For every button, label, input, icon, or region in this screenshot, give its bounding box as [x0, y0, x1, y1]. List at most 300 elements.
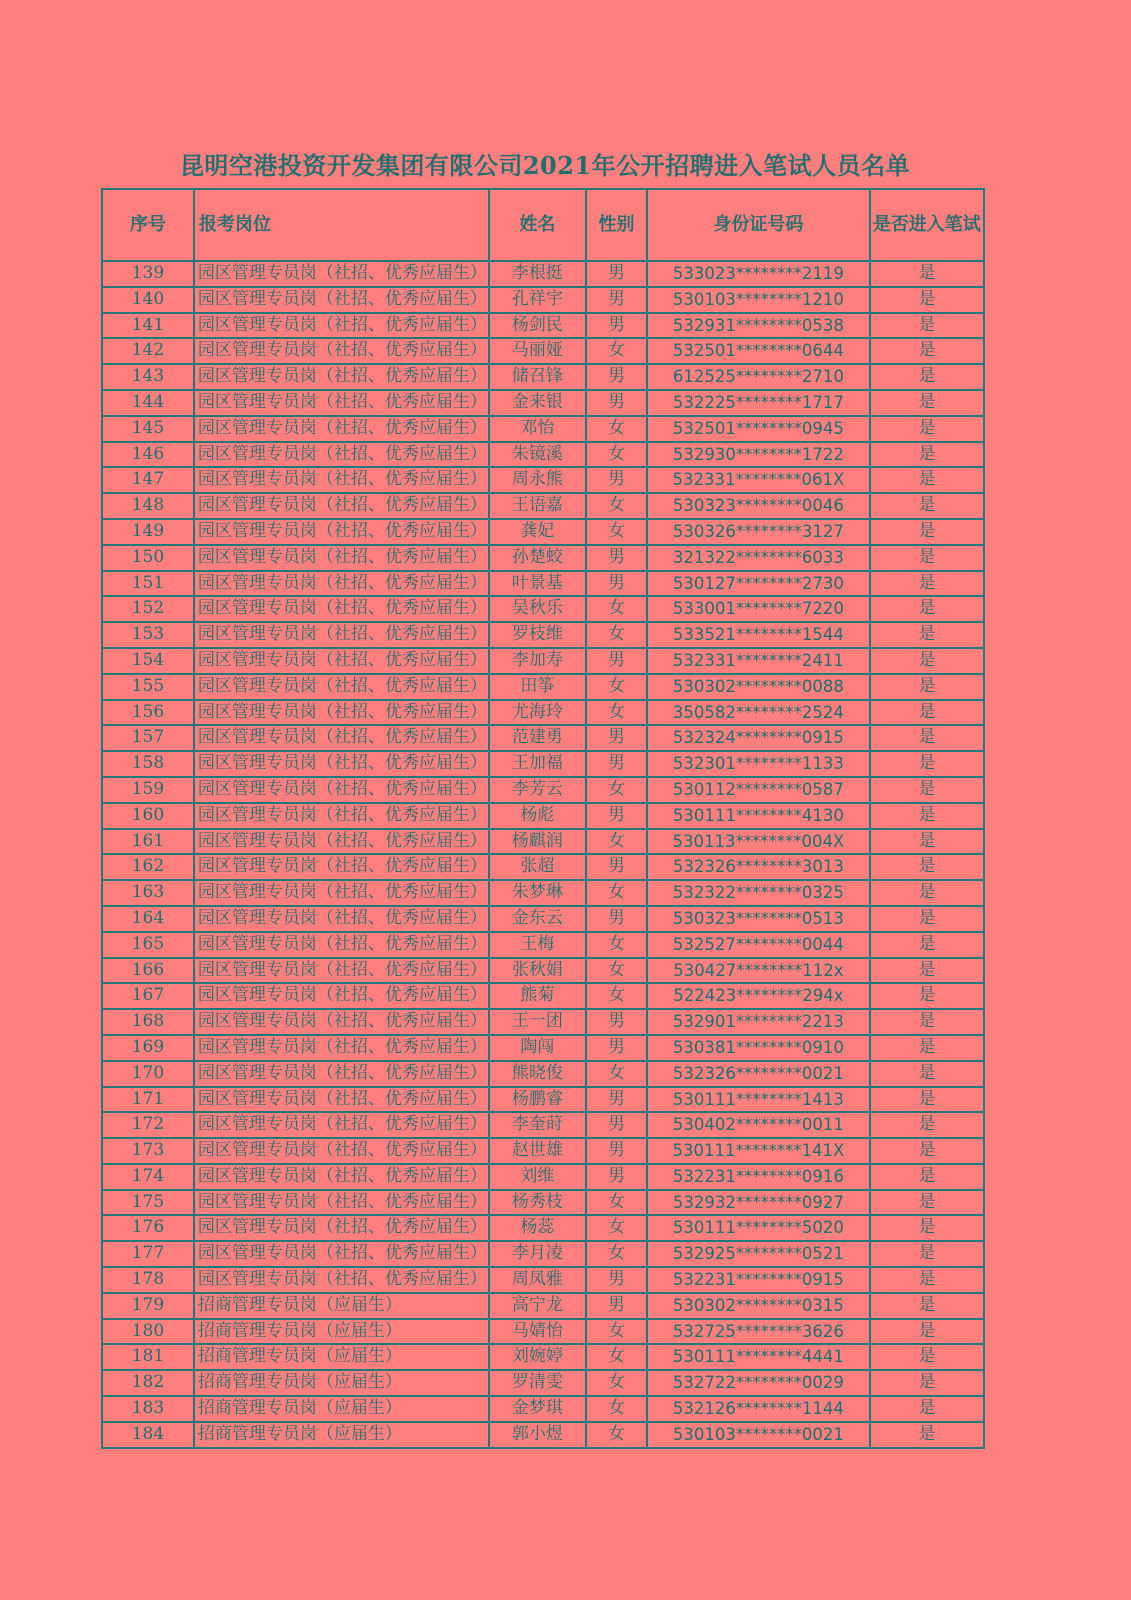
table-row: [102, 803, 984, 829]
cell-no: 167: [102, 983, 194, 1009]
cell-name: 王加福: [489, 751, 586, 777]
cell-post: 招商管理专员岗（应届生）: [194, 1344, 489, 1370]
table-row: [102, 596, 984, 622]
cell-id: 532931********0538: [647, 313, 870, 339]
cell-sex: 男: [586, 725, 647, 751]
cell-pass: 是: [870, 313, 984, 339]
table-row: [102, 1370, 984, 1396]
table-row: [102, 571, 984, 597]
cell-name: 马婧怡: [489, 1319, 586, 1345]
cell-id: 532501********0945: [647, 416, 870, 442]
table-row: [102, 1112, 984, 1138]
table-row: [102, 1293, 984, 1319]
cell-no: 155: [102, 674, 194, 700]
cell-pass: 是: [870, 1112, 984, 1138]
cell-name: 陶闯: [489, 1035, 586, 1061]
cell-no: 177: [102, 1241, 194, 1267]
cell-pass: 是: [870, 906, 984, 932]
cell-no: 161: [102, 829, 194, 855]
cell-name: 王梅: [489, 932, 586, 958]
cell-name: 刘婉婷: [489, 1344, 586, 1370]
cell-name: 李芳云: [489, 777, 586, 803]
cell-name: 熊菊: [489, 983, 586, 1009]
cell-sex: 女: [586, 416, 647, 442]
cell-sex: 女: [586, 983, 647, 1009]
cell-no: 153: [102, 622, 194, 648]
cell-sex: 女: [586, 338, 647, 364]
cell-no: 142: [102, 338, 194, 364]
cell-id: 321322********6033: [647, 545, 870, 571]
cell-post: 园区管理专员岗（社招、优秀应届生）: [194, 1009, 489, 1035]
cell-name: 范建勇: [489, 725, 586, 751]
cell-post: 园区管理专员岗（社招、优秀应届生）: [194, 596, 489, 622]
cell-post: 园区管理专员岗（社招、优秀应届生）: [194, 1267, 489, 1293]
cell-name: 朱梦琳: [489, 880, 586, 906]
table-row: [102, 1422, 984, 1448]
cell-sex: 女: [586, 1319, 647, 1345]
cell-pass: 是: [870, 1215, 984, 1241]
cell-id: 530323********0046: [647, 493, 870, 519]
cell-no: 171: [102, 1087, 194, 1113]
cell-sex: 男: [586, 854, 647, 880]
cell-id: 522423********294x: [647, 983, 870, 1009]
cell-pass: 是: [870, 261, 984, 287]
table-row: [102, 777, 984, 803]
cell-name: 孔祥宇: [489, 287, 586, 313]
cell-pass: 是: [870, 1370, 984, 1396]
cell-sex: 女: [586, 1396, 647, 1422]
cell-no: 141: [102, 313, 194, 339]
cell-id: 530323********0513: [647, 906, 870, 932]
cell-id: 532231********0916: [647, 1164, 870, 1190]
table-row: [102, 467, 984, 493]
cell-name: 王语嘉: [489, 493, 586, 519]
cell-no: 170: [102, 1061, 194, 1087]
cell-sex: 男: [586, 313, 647, 339]
header-id: 身份证号码: [647, 189, 870, 261]
table-row: [102, 545, 984, 571]
cell-pass: 是: [870, 648, 984, 674]
cell-sex: 男: [586, 751, 647, 777]
cell-post: 招商管理专员岗（应届生）: [194, 1396, 489, 1422]
cell-no: 175: [102, 1190, 194, 1216]
cell-no: 181: [102, 1344, 194, 1370]
cell-id: 533023********2119: [647, 261, 870, 287]
table-row: [102, 313, 984, 339]
cell-post: 园区管理专员岗（社招、优秀应届生）: [194, 390, 489, 416]
cell-pass: 是: [870, 390, 984, 416]
table-body: [102, 261, 984, 1448]
cell-no: 146: [102, 442, 194, 468]
cell-id: 532324********0915: [647, 725, 870, 751]
cell-sex: 女: [586, 1241, 647, 1267]
cell-id: 532925********0521: [647, 1241, 870, 1267]
cell-post: 园区管理专员岗（社招、优秀应届生）: [194, 777, 489, 803]
cell-post: 园区管理专员岗（社招、优秀应届生）: [194, 1087, 489, 1113]
cell-post: 园区管理专员岗（社招、优秀应届生）: [194, 519, 489, 545]
cell-pass: 是: [870, 493, 984, 519]
table-row: [102, 442, 984, 468]
cell-pass: 是: [870, 777, 984, 803]
cell-sex: 男: [586, 1138, 647, 1164]
cell-pass: 是: [870, 700, 984, 726]
cell-id: 532501********0644: [647, 338, 870, 364]
cell-no: 169: [102, 1035, 194, 1061]
cell-pass: 是: [870, 829, 984, 855]
cell-sex: 男: [586, 467, 647, 493]
table-row: [102, 261, 984, 287]
cell-name: 马丽娅: [489, 338, 586, 364]
table-row: [102, 1241, 984, 1267]
cell-post: 招商管理专员岗（应届生）: [194, 1422, 489, 1448]
cell-pass: 是: [870, 1293, 984, 1319]
cell-name: 储召锋: [489, 364, 586, 390]
cell-post: 园区管理专员岗（社招、优秀应届生）: [194, 338, 489, 364]
table-row: [102, 674, 984, 700]
cell-post: 园区管理专员岗（社招、优秀应届生）: [194, 854, 489, 880]
cell-id: 532725********3626: [647, 1319, 870, 1345]
cell-sex: 男: [586, 545, 647, 571]
cell-no: 157: [102, 725, 194, 751]
cell-sex: 女: [586, 1190, 647, 1216]
cell-name: 叶景基: [489, 571, 586, 597]
cell-id: 532301********1133: [647, 751, 870, 777]
table-row: [102, 1138, 984, 1164]
cell-id: 532326********3013: [647, 854, 870, 880]
cell-name: 杨秀枝: [489, 1190, 586, 1216]
cell-no: 140: [102, 287, 194, 313]
cell-no: 150: [102, 545, 194, 571]
cell-no: 176: [102, 1215, 194, 1241]
cell-name: 孙楚蛟: [489, 545, 586, 571]
cell-pass: 是: [870, 596, 984, 622]
cell-name: 周永熊: [489, 467, 586, 493]
cell-no: 174: [102, 1164, 194, 1190]
cell-sex: 男: [586, 1164, 647, 1190]
cell-pass: 是: [870, 880, 984, 906]
cell-name: 张秋娟: [489, 958, 586, 984]
cell-sex: 女: [586, 700, 647, 726]
table-row: [102, 493, 984, 519]
cell-pass: 是: [870, 442, 984, 468]
cell-pass: 是: [870, 1319, 984, 1345]
table-row: [102, 1061, 984, 1087]
cell-sex: 男: [586, 261, 647, 287]
cell-id: 350582********2524: [647, 700, 870, 726]
cell-id: 530111********4441: [647, 1344, 870, 1370]
table-row: [102, 880, 984, 906]
cell-pass: 是: [870, 1190, 984, 1216]
cell-sex: 女: [586, 1422, 647, 1448]
cell-no: 148: [102, 493, 194, 519]
candidate-table: [101, 188, 985, 1449]
cell-name: 杨彪: [489, 803, 586, 829]
cell-pass: 是: [870, 1422, 984, 1448]
table-row: [102, 287, 984, 313]
cell-id: 532930********1722: [647, 442, 870, 468]
cell-post: 园区管理专员岗（社招、优秀应届生）: [194, 906, 489, 932]
cell-pass: 是: [870, 1164, 984, 1190]
cell-post: 园区管理专员岗（社招、优秀应届生）: [194, 648, 489, 674]
cell-name: 尤海玲: [489, 700, 586, 726]
table-row: [102, 1190, 984, 1216]
cell-id: 532126********1144: [647, 1396, 870, 1422]
cell-post: 园区管理专员岗（社招、优秀应届生）: [194, 983, 489, 1009]
table-row: [102, 622, 984, 648]
cell-no: 160: [102, 803, 194, 829]
cell-sex: 男: [586, 1035, 647, 1061]
cell-post: 园区管理专员岗（社招、优秀应届生）: [194, 932, 489, 958]
cell-id: 530112********0587: [647, 777, 870, 803]
table-row: [102, 1267, 984, 1293]
cell-pass: 是: [870, 751, 984, 777]
cell-sex: 女: [586, 1215, 647, 1241]
cell-no: 164: [102, 906, 194, 932]
cell-post: 园区管理专员岗（社招、优秀应届生）: [194, 442, 489, 468]
cell-no: 173: [102, 1138, 194, 1164]
table-row: [102, 519, 984, 545]
cell-post: 园区管理专员岗（社招、优秀应届生）: [194, 493, 489, 519]
cell-pass: 是: [870, 1396, 984, 1422]
cell-name: 张超: [489, 854, 586, 880]
cell-name: 熊晓俊: [489, 1061, 586, 1087]
cell-sex: 女: [586, 958, 647, 984]
cell-pass: 是: [870, 287, 984, 313]
cell-pass: 是: [870, 1241, 984, 1267]
cell-id: 530381********0910: [647, 1035, 870, 1061]
table-row: [102, 648, 984, 674]
cell-no: 156: [102, 700, 194, 726]
cell-no: 158: [102, 751, 194, 777]
cell-name: 邓怡: [489, 416, 586, 442]
table-row: [102, 1035, 984, 1061]
table-row: [102, 932, 984, 958]
table-row: [102, 1344, 984, 1370]
cell-no: 180: [102, 1319, 194, 1345]
cell-name: 郭小煜: [489, 1422, 586, 1448]
cell-id: 530427********112x: [647, 958, 870, 984]
cell-post: 招商管理专员岗（应届生）: [194, 1319, 489, 1345]
cell-no: 184: [102, 1422, 194, 1448]
cell-no: 152: [102, 596, 194, 622]
cell-post: 园区管理专员岗（社招、优秀应届生）: [194, 1241, 489, 1267]
header-no: 序号: [102, 189, 194, 261]
cell-sex: 女: [586, 596, 647, 622]
cell-pass: 是: [870, 1138, 984, 1164]
cell-name: 金来银: [489, 390, 586, 416]
cell-sex: 女: [586, 1370, 647, 1396]
cell-name: 金梦琪: [489, 1396, 586, 1422]
cell-name: 杨蕊: [489, 1215, 586, 1241]
cell-name: 李月凌: [489, 1241, 586, 1267]
page-title: 昆明空港投资开发集团有限公司2021年公开招聘进入笔试人员名单: [179, 151, 911, 180]
cell-no: 151: [102, 571, 194, 597]
cell-post: 园区管理专员岗（社招、优秀应届生）: [194, 467, 489, 493]
cell-no: 163: [102, 880, 194, 906]
header-name: 姓名: [489, 189, 586, 261]
cell-sex: 女: [586, 932, 647, 958]
cell-pass: 是: [870, 932, 984, 958]
cell-id: 532331********061X: [647, 467, 870, 493]
table-row: [102, 1215, 984, 1241]
cell-pass: 是: [870, 338, 984, 364]
table-row: [102, 829, 984, 855]
cell-sex: 女: [586, 1061, 647, 1087]
cell-id: 530111********141X: [647, 1138, 870, 1164]
cell-post: 园区管理专员岗（社招、优秀应届生）: [194, 313, 489, 339]
cell-name: 高宁龙: [489, 1293, 586, 1319]
cell-id: 532722********0029: [647, 1370, 870, 1396]
cell-sex: 女: [586, 777, 647, 803]
cell-id: 612525********2710: [647, 364, 870, 390]
cell-pass: 是: [870, 467, 984, 493]
cell-post: 园区管理专员岗（社招、优秀应届生）: [194, 700, 489, 726]
header-pass: 是否进入笔试: [870, 189, 984, 261]
cell-pass: 是: [870, 416, 984, 442]
cell-id: 530302********0315: [647, 1293, 870, 1319]
cell-post: 园区管理专员岗（社招、优秀应届生）: [194, 1215, 489, 1241]
cell-name: 李根挺: [489, 261, 586, 287]
cell-id: 532901********2213: [647, 1009, 870, 1035]
cell-name: 李加寿: [489, 648, 586, 674]
cell-sex: 女: [586, 880, 647, 906]
cell-no: 182: [102, 1370, 194, 1396]
cell-name: 罗清雯: [489, 1370, 586, 1396]
cell-name: 李奎莳: [489, 1112, 586, 1138]
cell-no: 143: [102, 364, 194, 390]
cell-no: 179: [102, 1293, 194, 1319]
cell-no: 147: [102, 467, 194, 493]
cell-no: 172: [102, 1112, 194, 1138]
cell-sex: 女: [586, 622, 647, 648]
cell-sex: 男: [586, 1267, 647, 1293]
cell-pass: 是: [870, 1035, 984, 1061]
cell-pass: 是: [870, 364, 984, 390]
cell-sex: 女: [586, 519, 647, 545]
cell-sex: 男: [586, 648, 647, 674]
cell-name: 周凤雅: [489, 1267, 586, 1293]
cell-name: 杨麒润: [489, 829, 586, 855]
header-sex: 性别: [586, 189, 647, 261]
cell-sex: 男: [586, 1087, 647, 1113]
cell-name: 杨剑民: [489, 313, 586, 339]
table-row: [102, 854, 984, 880]
cell-pass: 是: [870, 958, 984, 984]
cell-no: 154: [102, 648, 194, 674]
table-row: [102, 700, 984, 726]
cell-name: 王一团: [489, 1009, 586, 1035]
cell-id: 532231********0915: [647, 1267, 870, 1293]
cell-name: 朱镜溪: [489, 442, 586, 468]
cell-post: 园区管理专员岗（社招、优秀应届生）: [194, 1061, 489, 1087]
cell-no: 159: [102, 777, 194, 803]
table-row: [102, 1009, 984, 1035]
cell-no: 168: [102, 1009, 194, 1035]
cell-id: 530111********5020: [647, 1215, 870, 1241]
table-row: [102, 958, 984, 984]
cell-id: 530302********0088: [647, 674, 870, 700]
cell-no: 145: [102, 416, 194, 442]
table-row: [102, 416, 984, 442]
cell-post: 园区管理专员岗（社招、优秀应届生）: [194, 751, 489, 777]
cell-pass: 是: [870, 674, 984, 700]
cell-pass: 是: [870, 725, 984, 751]
cell-post: 园区管理专员岗（社招、优秀应届生）: [194, 1164, 489, 1190]
cell-sex: 男: [586, 906, 647, 932]
cell-post: 园区管理专员岗（社招、优秀应届生）: [194, 803, 489, 829]
cell-id: 530103********0021: [647, 1422, 870, 1448]
cell-id: 532326********0021: [647, 1061, 870, 1087]
cell-post: 园区管理专员岗（社招、优秀应届生）: [194, 1138, 489, 1164]
cell-no: 144: [102, 390, 194, 416]
cell-id: 532527********0044: [647, 932, 870, 958]
cell-post: 园区管理专员岗（社招、优秀应届生）: [194, 1035, 489, 1061]
cell-id: 532932********0927: [647, 1190, 870, 1216]
cell-sex: 男: [586, 803, 647, 829]
cell-id: 530326********3127: [647, 519, 870, 545]
cell-post: 园区管理专员岗（社招、优秀应届生）: [194, 725, 489, 751]
cell-post: 园区管理专员岗（社招、优秀应届生）: [194, 958, 489, 984]
cell-sex: 女: [586, 1344, 647, 1370]
cell-sex: 男: [586, 1293, 647, 1319]
cell-no: 139: [102, 261, 194, 287]
cell-pass: 是: [870, 803, 984, 829]
cell-post: 园区管理专员岗（社招、优秀应届生）: [194, 364, 489, 390]
cell-pass: 是: [870, 571, 984, 597]
cell-id: 530111********4130: [647, 803, 870, 829]
cell-pass: 是: [870, 1267, 984, 1293]
cell-sex: 男: [586, 1112, 647, 1138]
cell-post: 园区管理专员岗（社招、优秀应届生）: [194, 1190, 489, 1216]
cell-pass: 是: [870, 983, 984, 1009]
cell-name: 田筝: [489, 674, 586, 700]
cell-sex: 男: [586, 1009, 647, 1035]
cell-pass: 是: [870, 1087, 984, 1113]
table-row: [102, 364, 984, 390]
header-post: 报考岗位: [194, 189, 489, 261]
cell-post: 园区管理专员岗（社招、优秀应届生）: [194, 416, 489, 442]
cell-id: 532225********1717: [647, 390, 870, 416]
table-row: [102, 1396, 984, 1422]
table-row: [102, 725, 984, 751]
cell-post: 园区管理专员岗（社招、优秀应届生）: [194, 545, 489, 571]
cell-pass: 是: [870, 1009, 984, 1035]
cell-pass: 是: [870, 519, 984, 545]
cell-id: 532331********2411: [647, 648, 870, 674]
cell-name: 刘维: [489, 1164, 586, 1190]
cell-sex: 男: [586, 287, 647, 313]
cell-name: 杨鹏睿: [489, 1087, 586, 1113]
table-row: [102, 751, 984, 777]
cell-no: 166: [102, 958, 194, 984]
cell-post: 园区管理专员岗（社招、优秀应届生）: [194, 261, 489, 287]
cell-id: 530111********1413: [647, 1087, 870, 1113]
cell-post: 园区管理专员岗（社招、优秀应届生）: [194, 622, 489, 648]
cell-name: 赵世雄: [489, 1138, 586, 1164]
cell-post: 园区管理专员岗（社招、优秀应届生）: [194, 1112, 489, 1138]
cell-pass: 是: [870, 1061, 984, 1087]
cell-post: 园区管理专员岗（社招、优秀应届生）: [194, 880, 489, 906]
cell-pass: 是: [870, 854, 984, 880]
cell-no: 162: [102, 854, 194, 880]
cell-id: 530103********1210: [647, 287, 870, 313]
cell-name: 龚妃: [489, 519, 586, 545]
table-row: [102, 1164, 984, 1190]
cell-post: 园区管理专员岗（社招、优秀应届生）: [194, 571, 489, 597]
cell-no: 183: [102, 1396, 194, 1422]
cell-sex: 女: [586, 829, 647, 855]
cell-sex: 女: [586, 442, 647, 468]
